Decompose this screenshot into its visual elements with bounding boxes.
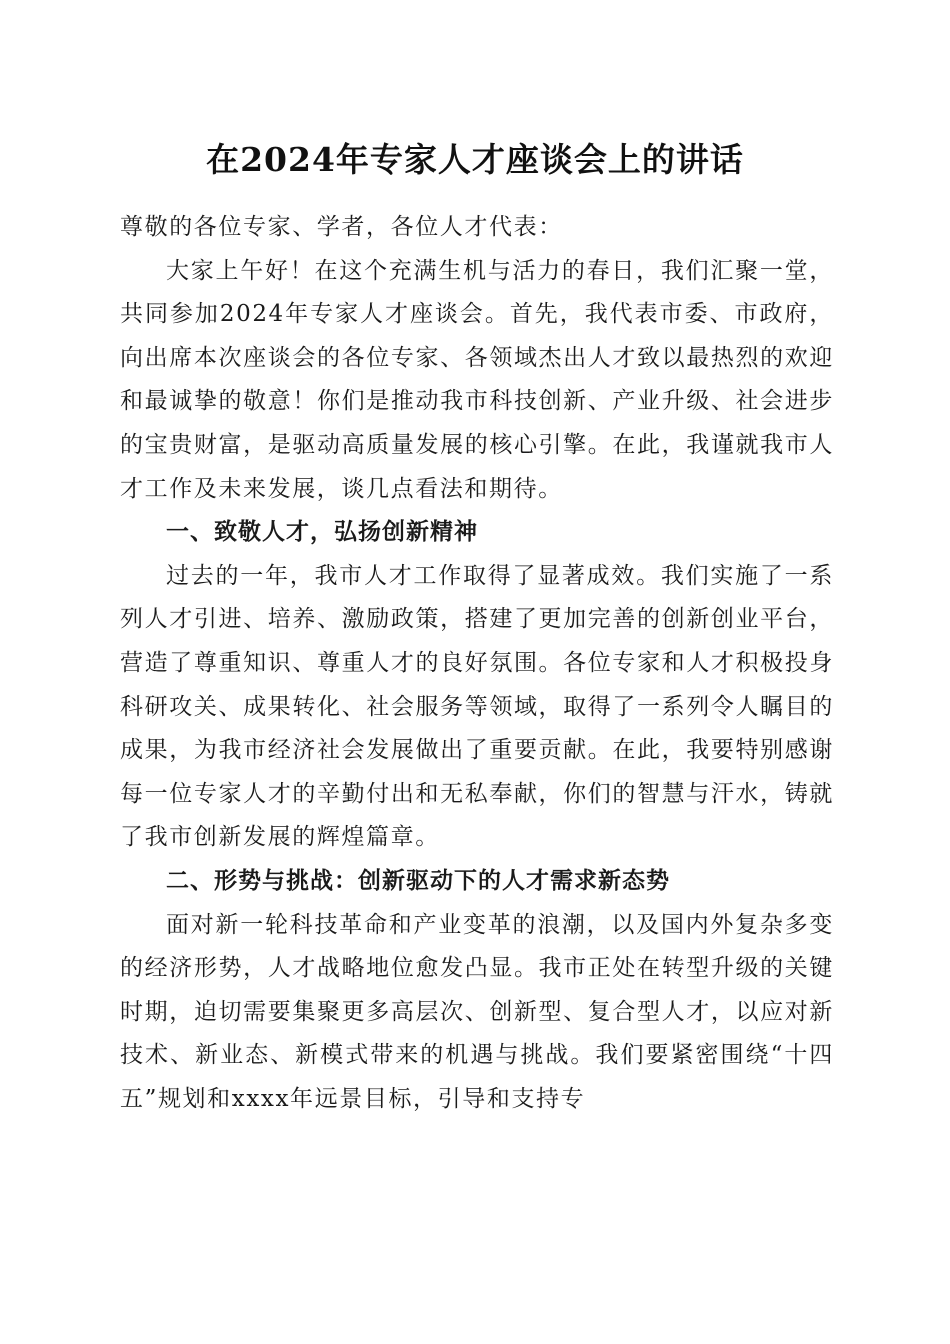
paragraph-section-2: 面对新一轮科技革命和产业变革的浪潮，以及国内外复杂多变的经济形势，人才战略地位愈发凸显。我市正处在转型升级的关键时期，迫切需要集聚更多高层次、创新型、复合型人才，以应对新技术、新业态、新模式带来的机遇与挑战。我们要紧密围绕“十四五”规划和xxxx年远景目标，引导和支持专 — [120, 911, 834, 1112]
document-body — [120, 206, 834, 1121]
section-heading-1: 一、致敬人才，弘扬创新精神 — [166, 519, 478, 546]
paragraph-section-1: 过去的一年，我市人才工作取得了显著成效。我们实施了一系列人才引进、培养、激励政策，搭建了更加完善的创新创业平台，营造了尊重知识、尊重人才的良好氛围。各位专家和人才积极投身科研攻关、成果转化、社会服务等领域，取得了一系列令人瞩目的成果，为我市经济社会发展做出了重要贡献。在此，我要特别感谢每一位专家人才的辛勤付出和无私奉献，你们的智慧与汗水，铸就了我市创新发展的辉煌篇章。 — [120, 562, 834, 851]
salutation: 尊敬的各位专家、学者，各位人才代表： — [120, 214, 563, 240]
section-heading-2: 二、形势与挑战：创新驱动下的人才需求新态势 — [166, 867, 670, 894]
page-title: 在2024年专家人才座谈会上的讲话 — [206, 140, 744, 179]
paragraph-opening: 大家上午好！在这个充满生机与活力的春日，我们汇聚一堂，共同参加2024年专家人才座谈会。首先，我代表市委、市政府，向出席本次座谈会的各位专家、各领域杰出人才致以最热烈的欢迎和最诚挚的敬意！你们是推动我市科技创新、产业升级、社会进步的宝贵财富，是驱动高质量发展的核心引擎。在此，我谨就我市人才工作及未来发展，谈几点看法和期待。 — [120, 257, 834, 502]
